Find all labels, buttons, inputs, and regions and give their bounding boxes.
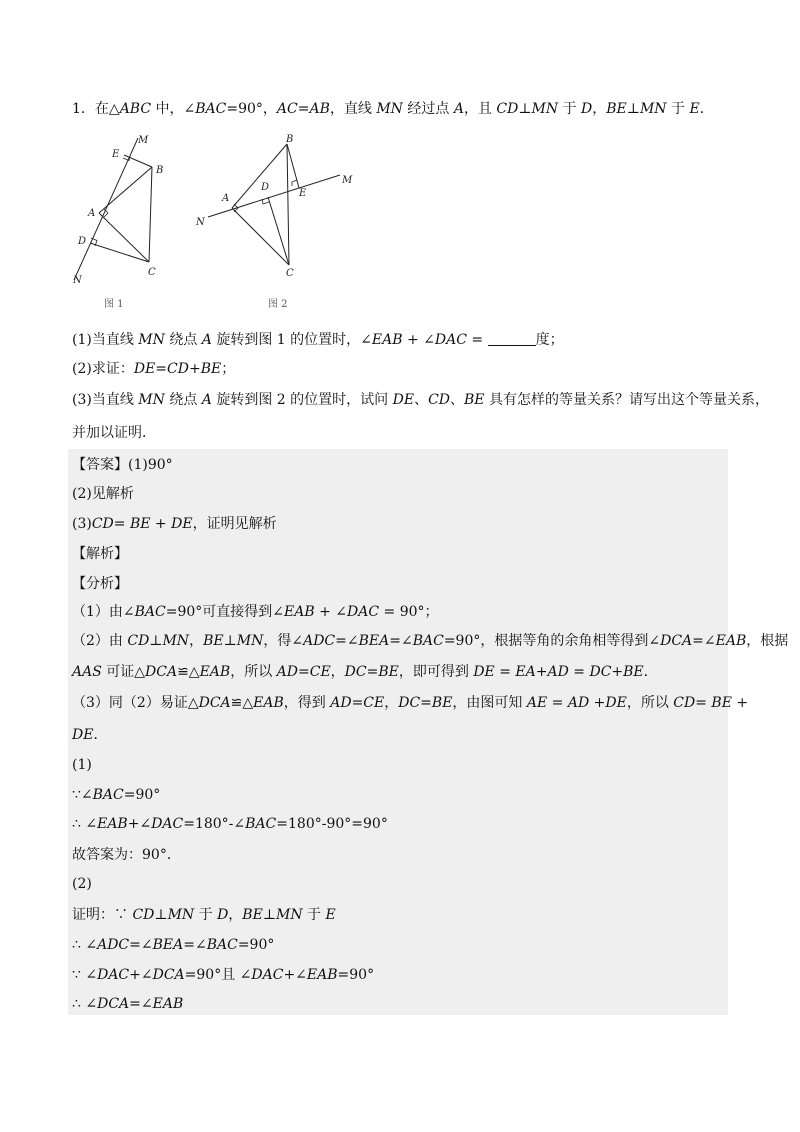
text-segment: 中，∠ — [151, 101, 196, 117]
proof-2-line3 — [72, 965, 374, 985]
text-segment: BE — [242, 907, 263, 923]
text-segment: E — [325, 907, 336, 923]
text-segment: =90°可直接得到∠ — [165, 604, 285, 620]
text-segment: ABC — [119, 101, 152, 117]
text-segment: DAC — [347, 604, 380, 620]
text-segment: ，得到 — [283, 695, 331, 711]
text-segment: BE — [203, 633, 224, 649]
fig1-caption: 图 1 — [104, 299, 124, 310]
text-segment: =90° — [123, 787, 161, 803]
text-segment: A — [201, 392, 212, 408]
text-segment: ， — [592, 101, 607, 117]
text-segment: ， — [189, 633, 204, 649]
text-segment: ADC — [303, 633, 336, 649]
text-segment: 于 — [194, 907, 218, 923]
text-segment: ，得∠ — [263, 633, 304, 649]
text-segment: EAB — [152, 996, 184, 1012]
text-segment: + ∠ — [402, 332, 435, 348]
text-segment: BE — [623, 664, 644, 680]
proof-2-line2 — [72, 935, 274, 955]
text-segment: DE — [473, 664, 495, 680]
fig2-label-n: N — [196, 217, 205, 228]
fig1-label-d: D — [78, 236, 87, 247]
text-segment: 旋转到图 2 的位置时，试问 — [211, 392, 393, 408]
text-segment: 具有怎样的等量关系？请写出这个等量关系， — [484, 392, 769, 408]
text-segment: DAC — [251, 967, 284, 983]
text-segment: DCA — [152, 967, 185, 983]
proof-1-line3: 故答案为：90°． — [72, 847, 181, 863]
text-segment: ， — [330, 664, 345, 680]
text-segment: ． — [699, 101, 714, 117]
text-segment: (1)当直线 — [72, 332, 139, 348]
text-segment: DCA — [660, 633, 693, 649]
fig1-label-c: C — [148, 267, 156, 278]
text-segment: ，所以 — [230, 664, 277, 680]
text-segment: + — [188, 361, 201, 377]
text-segment: MN — [236, 633, 264, 649]
text-segment: + — [150, 516, 172, 532]
text-segment: + — [589, 695, 606, 711]
text-segment: CD — [428, 392, 451, 408]
text-segment: AAS — [72, 664, 102, 680]
text-segment: = — [155, 361, 168, 377]
text-segment: CD — [496, 101, 519, 117]
text-segment: CD — [127, 633, 150, 649]
text-segment: DAC — [151, 816, 184, 832]
text-segment: BE — [378, 664, 399, 680]
text-segment: =∠ — [129, 996, 153, 1012]
text-segment: DC — [344, 664, 367, 680]
text-segment: DAC — [434, 332, 467, 348]
text-segment: 【答案】(1)90° — [72, 457, 173, 473]
text-segment: DE — [72, 727, 94, 743]
text-segment: =180°-90°=90° — [276, 816, 388, 832]
text-segment: MN — [138, 332, 165, 348]
text-segment: CD — [167, 361, 189, 377]
text-segment: = 90°； — [379, 604, 439, 620]
text-segment: MN — [639, 101, 667, 117]
text-segment: ∵∠ — [72, 787, 93, 803]
text-segment: = — [494, 664, 516, 680]
text-segment: MN — [162, 633, 190, 649]
text-segment: (3)当直线 — [72, 392, 139, 408]
text-segment: MN — [138, 392, 165, 408]
text-segment: = — [420, 695, 432, 711]
proof-1-line2 — [72, 814, 388, 834]
text-segment: (2)求证： — [72, 361, 134, 377]
text-segment: ⊥ — [518, 101, 532, 117]
proof-2-line1 — [72, 905, 336, 925]
text-segment: ，且 — [463, 101, 497, 117]
text-segment: ∴ ∠ — [72, 816, 98, 832]
text-segment: CD — [91, 516, 114, 532]
text-segment: ． — [93, 727, 108, 743]
text-segment: + — [731, 695, 749, 711]
text-segment: ，由图可知 — [452, 695, 527, 711]
text-segment: （2）由 — [72, 633, 128, 649]
text-segment: BE — [129, 516, 151, 532]
text-segment: ； — [221, 361, 236, 377]
text-segment: = — [695, 695, 712, 711]
fig2-label-c: C — [286, 268, 294, 279]
question-3-line2: 并加以证明． — [72, 425, 156, 441]
text-segment: 经过点 — [402, 101, 454, 117]
text-segment: AE — [526, 695, 548, 711]
fig1-label-b: B — [156, 165, 164, 176]
text-segment: = — [113, 516, 130, 532]
text-segment: A — [201, 332, 212, 348]
question-2 — [72, 359, 235, 379]
text-segment: ． — [643, 664, 658, 680]
text-segment: =180°-∠ — [183, 816, 246, 832]
text-segment: AC — [276, 101, 298, 117]
text-segment: =90°，根据等角的余角相等得到∠ — [443, 633, 661, 649]
answer-header — [72, 455, 173, 475]
text-segment: EAB — [199, 664, 231, 680]
text-segment: DCA — [97, 996, 130, 1012]
text-segment: BEA — [152, 937, 184, 953]
proof-2-line4 — [72, 994, 183, 1014]
text-segment: D — [581, 101, 593, 117]
text-segment: ⊥ — [223, 633, 237, 649]
text-segment: BAC — [206, 937, 238, 953]
text-segment: EA — [515, 664, 536, 680]
text-segment: 、 — [414, 392, 429, 408]
text-segment: MN — [376, 101, 403, 117]
text-segment: = — [366, 664, 379, 680]
text-segment: BE — [200, 361, 222, 377]
text-segment: EAB — [371, 332, 403, 348]
text-segment: AD — [567, 695, 590, 711]
text-segment: =∠ — [692, 633, 716, 649]
analysis-header: 【解析】 — [72, 546, 128, 562]
text-segment: ⊥ — [154, 907, 168, 923]
text-segment: ≌△ — [177, 664, 200, 680]
text-segment: ，即可得到 — [398, 664, 474, 680]
text-segment: ⊥ — [262, 907, 276, 923]
analysis-2-line2 — [72, 662, 658, 682]
question-1: (1)当直线 MN 绕点 A 旋转到图 1 的位置时，∠EAB + ∠DAC = 度； — [72, 332, 564, 348]
text-segment: (3) — [72, 516, 92, 532]
text-segment: = — [568, 664, 590, 680]
text-segment: CD — [673, 695, 696, 711]
text-segment: DE — [392, 392, 415, 408]
text-segment: =∠ — [389, 633, 413, 649]
text-segment: AD — [276, 664, 298, 680]
analysis-3-line2 — [72, 725, 107, 745]
text-segment: EAB — [715, 633, 747, 649]
text-segment: = — [298, 664, 310, 680]
fig2-label-m: M — [342, 175, 353, 186]
fig1-label-n: N — [73, 275, 82, 286]
text-segment: MN — [531, 101, 559, 117]
figure-2 — [190, 130, 360, 319]
text-segment: BE — [431, 695, 453, 711]
answer-3 — [72, 514, 277, 534]
text-segment: BAC — [195, 101, 227, 117]
text-segment: ⊥ — [149, 633, 163, 649]
text-segment: BE — [464, 392, 485, 408]
text-segment: =90°， — [226, 101, 277, 117]
text-segment: DC — [589, 664, 612, 680]
fig2-label-d: D — [261, 182, 270, 193]
text-segment: =90° — [337, 967, 375, 983]
text-segment: 证明：∵ — [72, 907, 133, 923]
text-segment: A — [453, 101, 464, 117]
text-segment: 绕点 — [164, 392, 202, 408]
text-segment: MN — [167, 907, 195, 923]
text-segment: DE — [171, 516, 193, 532]
fig1-label-e: E — [112, 149, 120, 160]
text-segment: 于 — [558, 101, 582, 117]
proof-2-label: (2) — [72, 876, 92, 892]
text-segment: BAC — [92, 787, 124, 803]
text-segment: （3）同（2）易证△ — [72, 695, 199, 711]
text-segment: AD — [330, 695, 352, 711]
analysis-subheader: 【分析】 — [72, 576, 128, 592]
fig2-label-a: A — [222, 193, 230, 204]
text-segment: BAC — [245, 816, 277, 832]
text-segment: D — [217, 907, 229, 923]
text-segment: ， — [228, 907, 243, 923]
text-segment: CE — [309, 664, 331, 680]
text-segment: =∠ — [335, 633, 359, 649]
text-segment: CD — [132, 907, 155, 923]
text-segment: DAC — [97, 967, 130, 983]
question-3-line1 — [72, 390, 769, 410]
text-segment: 于 — [302, 907, 326, 923]
text-segment: BEA — [358, 633, 390, 649]
text-segment: AD — [547, 664, 569, 680]
text-segment: ∴ ∠ — [72, 937, 98, 953]
text-segment: ，根据 — [746, 633, 789, 649]
text-segment: MN — [275, 907, 303, 923]
text-segment: AB — [309, 101, 330, 117]
text-segment: 1．在△ — [72, 101, 120, 117]
text-segment: BE — [606, 101, 627, 117]
answer-2: (2)见解析 — [72, 486, 134, 502]
text-segment: ，所以 — [626, 695, 674, 711]
text-segment: 可证△ — [101, 664, 146, 680]
text-segment: EAB — [97, 816, 128, 832]
text-segment: DE — [605, 695, 627, 711]
text-segment: EAB — [306, 967, 338, 983]
text-segment: BE — [711, 695, 732, 711]
text-segment: ADC — [97, 937, 130, 953]
analysis-1 — [72, 602, 439, 622]
proof-1-label: (1) — [72, 757, 92, 773]
fig2-label-b: B — [286, 134, 294, 145]
text-segment: BAC — [134, 604, 166, 620]
analysis-3-line1 — [72, 693, 748, 713]
text-segment: ≌△ — [230, 695, 254, 711]
text-segment: ，证明见解析 — [192, 516, 277, 532]
fig2-label-e: E — [299, 188, 307, 199]
text-segment: = — [547, 695, 568, 711]
text-segment: +∠ — [129, 967, 153, 983]
text-segment: 、 — [450, 392, 465, 408]
text-segment: ∵ ∠ — [72, 967, 98, 983]
text-segment: = — [297, 101, 310, 117]
text-segment: + — [611, 664, 624, 680]
text-segment: =90°且 ∠ — [184, 967, 252, 983]
text-segment: DC — [398, 695, 421, 711]
text-segment: +∠ — [127, 816, 152, 832]
text-segment: ， — [384, 695, 399, 711]
text-segment: + — [535, 664, 548, 680]
text-segment: ⊥ — [626, 101, 640, 117]
fig2-caption: 图 2 — [268, 299, 288, 310]
text-segment: 旋转到图 1 的位置时，∠ — [211, 332, 372, 348]
text-segment: DCA — [145, 664, 178, 680]
fig1-label-m: M — [138, 135, 149, 146]
text-segment: EAB — [253, 695, 284, 711]
question-stem — [72, 99, 714, 119]
text-segment: ∴ ∠ — [72, 996, 98, 1012]
text-segment: =∠ — [183, 937, 207, 953]
text-segment: CE — [363, 695, 385, 711]
text-segment: BAC — [412, 633, 444, 649]
text-segment: E — [689, 101, 700, 117]
text-segment: ，直线 — [329, 101, 377, 117]
text-segment: DE — [133, 361, 156, 377]
text-segment: 于 — [666, 101, 690, 117]
figure-1 — [68, 130, 178, 319]
text-segment: =90° — [237, 937, 275, 953]
text-segment: 绕点 — [164, 332, 202, 348]
proof-1-line1 — [72, 785, 160, 805]
text-segment: +∠ — [283, 967, 307, 983]
answer-blank — [488, 331, 536, 346]
text-segment: = — [351, 695, 364, 711]
text-segment: DCA — [198, 695, 231, 711]
text-segment: =∠ — [129, 937, 153, 953]
text-segment: EAB — [284, 604, 315, 620]
text-segment: （1）由∠ — [72, 604, 135, 620]
fig1-label-a: A — [88, 208, 96, 219]
text-segment: = — [466, 332, 488, 348]
analysis-2-line1 — [72, 631, 788, 651]
text-segment: + ∠ — [314, 604, 348, 620]
